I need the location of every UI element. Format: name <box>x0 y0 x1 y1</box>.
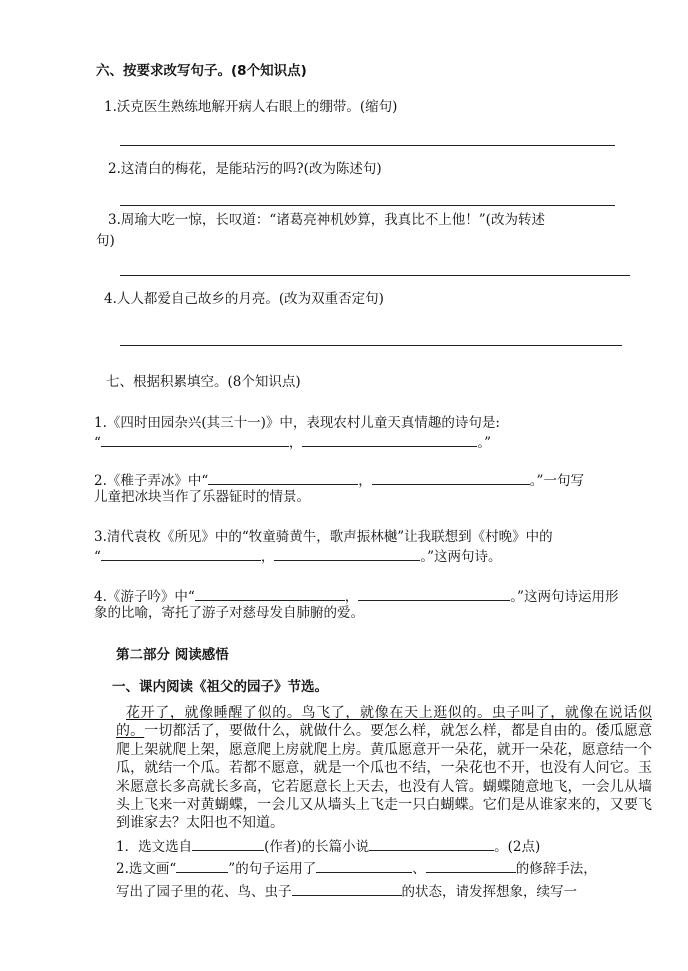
blank[interactable] <box>369 836 494 851</box>
section6-heading: 六、按要求改写句子。(8个知识点) <box>96 63 307 79</box>
blank[interactable] <box>372 470 530 485</box>
s6-question-1: 1.沃克医生熟练地解开病人右眼上的绷带。(缩句) <box>104 99 398 115</box>
blank[interactable] <box>208 470 358 485</box>
s6-question-2: 2.这清白的梅花，是能玷污的吗?(改为陈述句) <box>108 161 382 177</box>
blank[interactable] <box>302 432 477 447</box>
answer-line[interactable] <box>120 205 615 206</box>
blank[interactable] <box>292 881 402 896</box>
section7-heading: 七、根据积累填空。(8个知识点) <box>106 374 301 390</box>
s7-question-3-blanks: “ ， 。”这两句诗。 <box>94 546 502 566</box>
s6-question-3: 3.周瑜大吃一惊，长叹道：“诸葛亮神机妙算，我真比不上他！”(改为转述 <box>108 212 545 228</box>
s6-question-3-cont: 句) <box>96 233 115 249</box>
blank[interactable] <box>274 546 420 561</box>
blank[interactable] <box>426 858 516 873</box>
blank[interactable] <box>192 836 264 851</box>
blank[interactable] <box>316 858 412 873</box>
part2-heading: 第二部分 阅读感悟 <box>116 647 229 663</box>
answer-line[interactable] <box>120 345 622 346</box>
s7-question-2-cont: 儿童把冰块当作了乐器钲时的情景。 <box>94 489 310 505</box>
blank[interactable] <box>195 586 345 601</box>
s7-question-1-blanks: “ ， 。” <box>94 432 491 452</box>
reading-passage: 花开了，就像睡醒了似的。鸟飞了，就像在天上逛似的。虫子叫了，就像在说话似的。一切都活了，要做什么，就做什么。要怎么样，就怎么样，都是自由的。倭瓜愿意爬上架就爬上架，愿意爬上房就爬上房。黄瓜愿意开一朵花，就开一朵花，愿意结一个瓜，就结一个瓜。若都不愿意，就是一个瓜也不结，一朵花也不开，也没有人问它。玉米愿意长多高就长多高，它若愿意长上天去，也没有人管。蝴蝶随意地飞，一会儿从墙头上飞来一对黄蝴蝶，一会儿又从墙头上飞走一只白蝴蝶。它们是从谁家来的，又要飞到谁家去？太阳也不知道。 <box>116 705 653 832</box>
answer-line[interactable] <box>120 275 630 276</box>
s7-question-3: 3.清代袁枚《所见》中的“牧童骑黄牛，歌声振林樾”让我联想到《村晚》中的 <box>94 529 553 545</box>
reading-subheading: 一、课内阅读《祖父的园子》节选。 <box>112 679 328 695</box>
blank[interactable] <box>101 432 289 447</box>
blank[interactable] <box>101 546 261 561</box>
s6-question-4: 4.人人都爱自己故乡的月亮。(改为双重否定句) <box>104 291 384 307</box>
reading-question-2: 2.选文画“ ”的句子运用了 、 的修辞手法， <box>116 858 597 878</box>
s7-question-1: 1.《四时田园杂兴(其三十一)》中，表现农村儿童天真情趣的诗句是: <box>94 415 500 431</box>
s7-question-2: 2.《稚子弄冰》中“ ， 。”一句写 <box>94 470 584 490</box>
reading-question-1: 1．选文选自 (作者)的长篇小说 。(2点) <box>116 836 540 856</box>
blank[interactable] <box>358 586 510 601</box>
s7-question-4: 4.《游子吟》中“ ， 。”这两句诗运用形 <box>94 586 618 606</box>
reading-question-2-cont: 写出了园子里的花、鸟、虫子 的状态，请发挥想象，续写一 <box>116 881 577 901</box>
answer-line[interactable] <box>120 145 615 146</box>
s7-question-4-cont: 象的比喻，寄托了游子对慈母发自肺腑的爱。 <box>94 605 364 621</box>
blank[interactable] <box>176 858 228 873</box>
